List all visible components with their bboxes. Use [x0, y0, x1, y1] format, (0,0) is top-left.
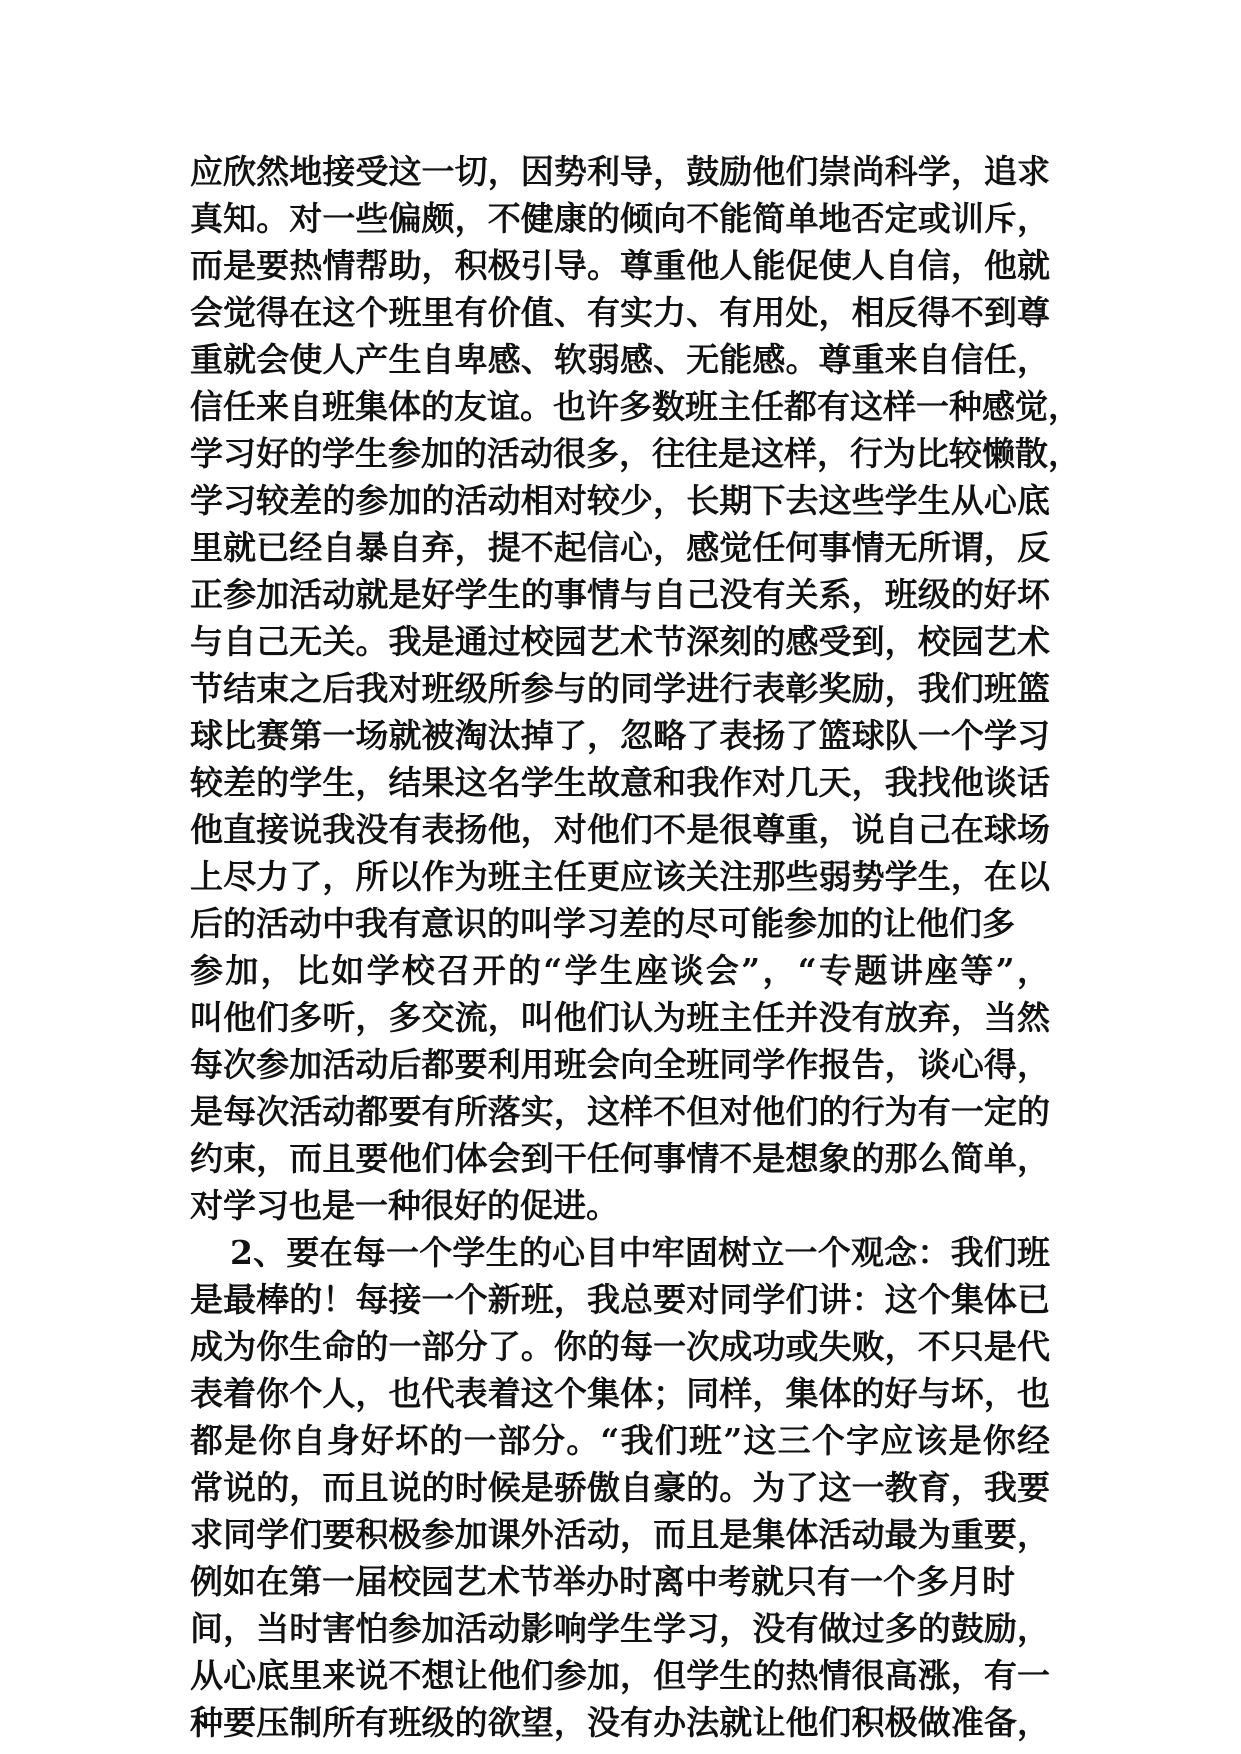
body-text — [190, 148, 1081, 1746]
text-line: 真知。对一些偏颇，不健康的倾向不能简单地否定或训斥， — [190, 199, 1050, 238]
text-line: 重就会使人产生自卑感、软弱感、无能感。尊重来自信任， — [190, 340, 1050, 379]
text-line: 常说的，而且说的时候是骄傲自豪的。为了这一教育，我要 — [190, 1468, 1050, 1507]
text-line: 正参加活动就是好学生的事情与自己没有关系，班级的好坏 — [190, 575, 1050, 614]
text-line: 学习较差的参加的活动相对较少，长期下去这些学生从心底 — [190, 481, 1050, 520]
text-line: 从心底里来说不想让他们参加，但学生的热情很高涨，有一 — [190, 1656, 1050, 1695]
text-line: 后的活动中我有意识的叫学习差的尽可能参加的让他们多 — [190, 904, 1015, 943]
text-line: 节结束之后我对班级所参与的同学进行表彰奖励，我们班篮 — [190, 669, 1050, 708]
text-line: 都是你自身好坏的一部分。“我们班”这三个字应该是你经 — [190, 1421, 1050, 1460]
text-line: 球比赛第一场就被淘汰掉了，忽略了表扬了篮球队一个学习 — [190, 716, 1050, 755]
text-line: 参加，比如学校召开的“学生座谈会”，“专题讲座等”， — [190, 951, 1050, 990]
paragraph-end-line: 对学习也是一种很好的促进。 — [190, 1186, 619, 1225]
text-line: 表着你个人，也代表着这个集体；同样，集体的好与坏，也 — [190, 1374, 1050, 1413]
text-line: 上尽力了，所以作为班主任更应该关注那些弱势学生，在以 — [190, 857, 1050, 896]
text-line: 每次参加活动后都要利用班会向全班同学作报告，谈心得， — [190, 1045, 1050, 1084]
text-line: 会觉得在这个班里有价值、有实力、有用处，相反得不到尊 — [190, 293, 1050, 332]
text-line: 种要压制所有班级的欲望，没有办法就让他们积极做准备， — [190, 1703, 1050, 1742]
text-line: 是最棒的！每接一个新班，我总要对同学们讲：这个集体已 — [190, 1280, 1050, 1319]
text-line: 求同学们要积极参加课外活动，而且是集体活动最为重要， — [190, 1515, 1050, 1554]
text-line: 与自己无关。我是通过校园艺术节深刻的感受到，校园艺术 — [190, 622, 1050, 661]
text-line: 而是要热情帮助，积极引导。尊重他人能促使人自信，他就 — [190, 246, 1050, 285]
text-line: 学习好的学生参加的活动很多，往往是这样，行为比较懒散， — [190, 434, 1081, 473]
text-line: 较差的学生，结果这名学生故意和我作对几天，我找他谈话 — [190, 763, 1050, 802]
text-line: 例如在第一届校园艺术节举办时离中考就只有一个多月时 — [190, 1562, 1015, 1601]
paragraph-start-line: 2、要在每一个学生的心目中牢固树立一个观念：我们班 — [230, 1233, 1050, 1272]
text-line: 叫他们多听，多交流，叫他们认为班主任并没有放弃，当然 — [190, 998, 1050, 1037]
text-line: 成为你生命的一部分了。你的每一次成功或失败，不只是代 — [190, 1327, 1050, 1366]
text-line: 信任来自班集体的友谊。也许多数班主任都有这样一种感觉， — [190, 387, 1081, 426]
text-line: 约束，而且要他们体会到干任何事情不是想象的那么简单， — [190, 1139, 1050, 1178]
text-line: 里就已经自暴自弃，提不起信心，感觉任何事情无所谓，反 — [190, 528, 1050, 567]
text-line: 是每次活动都要有所落实，这样不但对他们的行为有一定的 — [190, 1092, 1050, 1131]
text-line: 间，当时害怕参加活动影响学生学习，没有做过多的鼓励， — [190, 1609, 1050, 1648]
text-line: 应欣然地接受这一切，因势利导，鼓励他们崇尚科学，追求 — [190, 152, 1050, 191]
text-line: 他直接说我没有表扬他，对他们不是很尊重，说自己在球场 — [190, 810, 1050, 849]
